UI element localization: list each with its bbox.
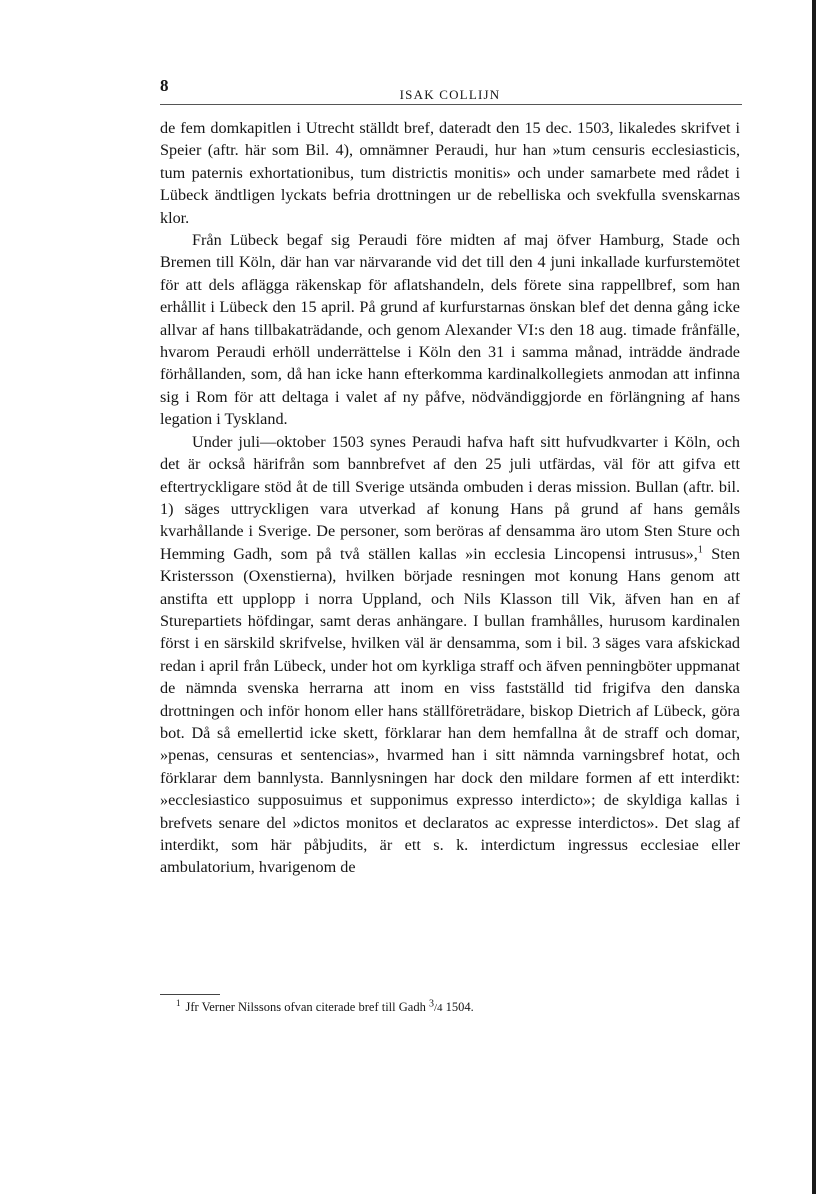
running-title: ISAK COLLIJN (399, 87, 501, 102)
header-rule (160, 104, 742, 105)
footnote-marker: 1 (176, 997, 181, 1008)
body-text (160, 117, 740, 879)
paragraph-3-part-a: Under juli—oktober 1503 synes Peraudi hafva haft sitt hufvudkvarter i Köln, och det är också härifrån som bannbrefvet af den 25 juli utfärdas, väl för att gifva ett eftertryckligare stöd åt de till Sverige utsända ombuden i deras mission. Bullan (aftr. bil. 1) säges uttryckligen vara utverkad af konung Hans på grund af hans gemåls kvarhållande i Sverige. De personer, som beröras af densamma äro utom Sten Sture och Hemming Gadh, som på två ställen kallas »in ecclesia Lincopensi intrusus», (160, 432, 740, 563)
scan-edge (812, 0, 816, 1194)
page-number: 8 (160, 76, 169, 95)
footnote-date-numerator: 3 (428, 998, 434, 1010)
paragraph-1: de fem domkapitlen i Utrecht ställdt bref, dateradt den 15 dec. 1503, likaledes skrifvet i Speier (aftr. här som Bil. 4), omnämner Peraudi, hur han »tum censuris ecclesiasticis, tum paternis exhortationibus, tum districtis monitis» och under samarbete med rådet i Lübeck ändtligen lyckats befria drottningen ur de rebelliska och svekfulla svenskarnas klor. (160, 119, 740, 227)
footnote-rule (160, 994, 220, 995)
footnote-date: $^3$/4 (428, 998, 443, 1014)
paragraph-3-part-b: Sten Kristersson (Oxenstierna), hvilken började resningen mot konung Hans genom att anstifta ett upplopp i norra Uppland, och Nils Klasson till Vik, äfven han en af Sturepartiets höfdingar, samt deras anhängare. I bullan framhålles, hurusom kardinalen först i en särskild skrifvelse, hvilken väl är densamma, som i bil. 3 säges vara afskickad redan i april från Lübeck, under hot om kyrkliga straff och äfven penningböter uppmanat de nämnda svenska herrarna att inom en viss fastställd tid frigifva den danska drottningen och inför honom eller hans ställföreträdare, biskop Dietrich af Lübeck, göra bot. Då så emellertid icke skett, förklarar han dem hemfallna åt de straff och domar, »penas, censuras et sentencias», hvarmed han i sitt nämnda varningsbref hotat, och förklarar dem bannlysta. Bannlysningen har dock den mildare formen af ett interdikt: »ecclesiastico supposuimus et supponimus expresso interdicto»; de skyldiga kallas i brefvets senare del »dictos monitos et declaratos ac expresse interdictos». Det slag af interdikt, som här påbjudits, är ett s. k. interdictum ingressus ecclesiae eller ambulatorium, hvarigenom de (160, 544, 741, 877)
footnote-year: 1504. (445, 1000, 474, 1014)
paragraph-2: Från Lübeck begaf sig Peraudi före midten af maj öfver Hamburg, Stade och Bremen till Köln, där han var närvarande vid det till den 4 juni inkallade kurfurstemötet för att dels aflägga räkenskap för aflatshandeln, dels förete sina rappellbref, som han erhållit i Lübeck den 15 april. På grund af kurfurstarnas önskan blef det denna gång icke allvar af hans tillbakaträdande, och genom Alexander VI:s den 18 aug. timade frånfälle, hvarom Peraudi erhöll underrättelse i Köln den 31 i samma månad, inträdde ändrade förhållanden, som, då han icke hann efterkomma kardinalkollegiets anmodan att infinna sig i Rom för att deltaga i valet af ny påfve, nödvändiggjorde en förlängning af hans legation i Tyskland. (160, 231, 740, 429)
paragraph-3 (160, 431, 740, 879)
footnote (176, 999, 736, 1016)
footnote-text: Jfr Verner Nilssons ofvan citerade bref till Gadh (185, 1000, 426, 1014)
footnote-date-denominator: 4 (437, 1002, 443, 1014)
footnote-reference[interactable]: 1 (697, 544, 703, 556)
